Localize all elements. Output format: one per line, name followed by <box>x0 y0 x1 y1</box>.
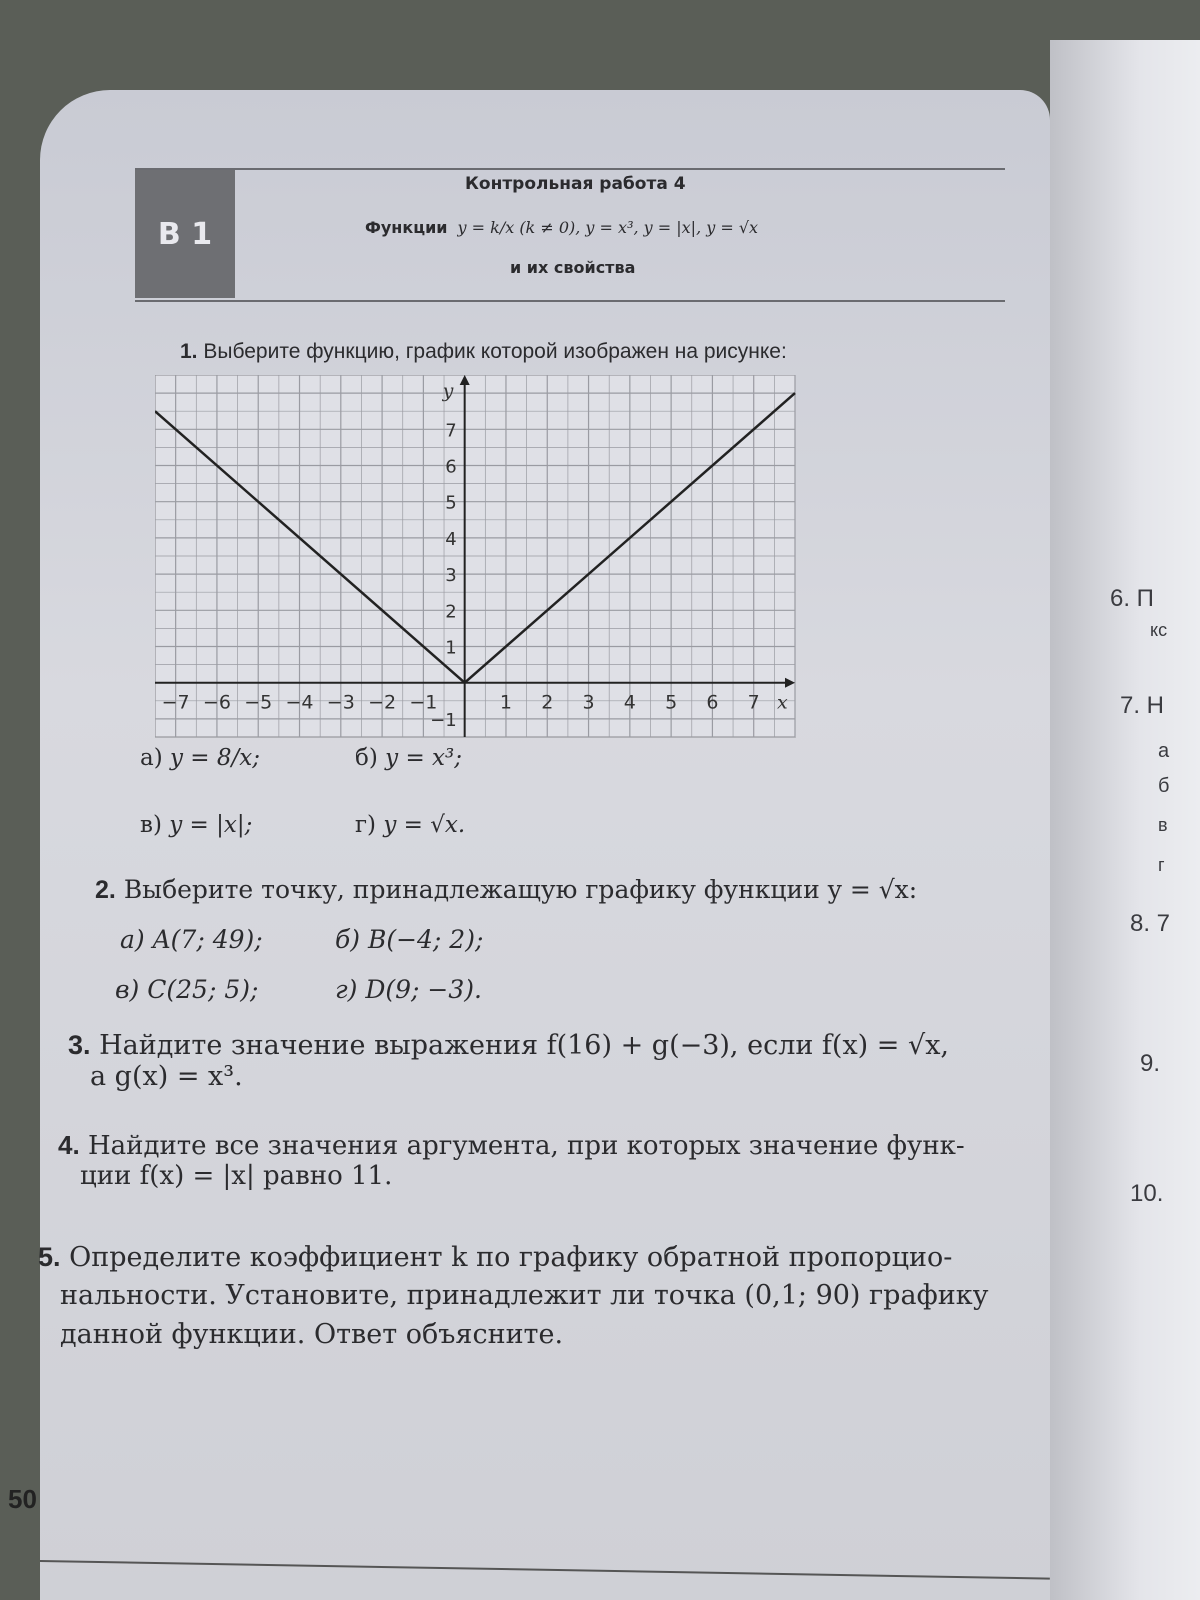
task-number: 1. <box>180 340 198 363</box>
task-number: 5. <box>38 1242 61 1272</box>
test-subtitle: и их свойства <box>510 258 636 277</box>
task2-option-b[interactable]: б) B(−4; 2); <box>335 925 484 954</box>
task-text-line3: данной функции. Ответ объясните. <box>60 1318 564 1350</box>
x-tick-label: −5 <box>244 691 273 714</box>
functions-label: Функции <box>365 218 448 237</box>
x-tick-label: −1 <box>409 691 438 714</box>
task-number: 3. <box>68 1030 91 1060</box>
x-tick-label: −2 <box>368 691 397 714</box>
task2-option-a[interactable]: а) A(7; 49); <box>120 925 263 954</box>
task2-option-v[interactable]: в) C(25; 5); <box>115 975 259 1004</box>
footer-line <box>40 1560 1050 1580</box>
next-page <box>1050 40 1200 1600</box>
side-task-7: 7. Н <box>1120 692 1165 719</box>
y-tick-label: 4 <box>445 528 457 550</box>
task-text-line2: ции f(x) = |x| равно 11. <box>80 1161 393 1191</box>
task-1 <box>180 340 787 364</box>
option-label: в) <box>140 812 162 838</box>
task-5 <box>38 1238 988 1354</box>
option-label: б) <box>355 745 378 771</box>
option-value: y = |x|; <box>169 812 253 838</box>
option-label: а) <box>140 745 163 771</box>
page-number: 50 <box>8 1484 37 1514</box>
y-tick-label: 1 <box>445 637 457 659</box>
y-tick-label: −1 <box>430 709 457 731</box>
x-tick-label: −3 <box>326 691 355 714</box>
y-tick-label: 7 <box>445 420 457 442</box>
option-value: y = √x. <box>383 812 466 838</box>
task-number: 2. <box>95 876 116 904</box>
option-value: y = 8/x; <box>170 745 260 771</box>
x-tick-label: −7 <box>161 691 190 714</box>
task1-option-g[interactable] <box>355 812 465 838</box>
task-text-line2: нальности. Установите, принадлежит ли точка (0,1; 90) графику <box>60 1280 989 1312</box>
x-axis-label: x <box>777 691 788 714</box>
x-tick-label: 4 <box>623 691 636 714</box>
side-letter: а <box>1158 740 1170 762</box>
side-task-10: 10. <box>1130 1180 1164 1207</box>
test-header <box>135 168 1005 302</box>
task1-option-v[interactable] <box>140 812 252 838</box>
x-tick-label: 5 <box>665 691 678 714</box>
task-2 <box>95 875 917 905</box>
functions-formula: y = k/x (k ≠ 0), y = x³, y = |x|, y = √x <box>457 218 759 237</box>
side-letter: г <box>1158 855 1165 875</box>
x-tick-label: 7 <box>747 691 760 714</box>
y-tick-label: 5 <box>445 492 457 514</box>
task-text: Выберите точку, принадлежащую графику функции y = √x: <box>123 875 918 904</box>
task1-option-b[interactable] <box>355 745 462 771</box>
task1-option-a[interactable] <box>140 745 260 771</box>
function-graph <box>155 375 805 745</box>
task-text: Определите коэффициент k по графику обратной пропорцио- <box>69 1242 953 1273</box>
x-tick-label: 6 <box>706 691 719 714</box>
x-tick-label: 2 <box>541 691 554 714</box>
x-tick-label: 3 <box>582 691 595 714</box>
y-tick-label: 2 <box>445 601 457 623</box>
y-tick-label: 3 <box>445 565 457 587</box>
side-letter: б <box>1158 775 1170 797</box>
test-title: Контрольная работа 4 <box>465 174 686 194</box>
task-text: Найдите значение выражения f(16) + g(−3), если f(x) = √x, <box>99 1030 950 1061</box>
task-4 <box>58 1130 965 1191</box>
side-letter: кс <box>1150 620 1168 640</box>
test-functions <box>365 218 758 237</box>
workbook-page <box>40 90 1050 1600</box>
task-text: Выберите функцию, график которой изображен на рисунке: <box>203 340 787 363</box>
x-tick-label: −4 <box>285 691 314 714</box>
option-value: y = x³; <box>385 745 462 771</box>
side-task-8: 8. 7 <box>1130 910 1171 937</box>
side-letter: в <box>1158 815 1168 835</box>
y-tick-label: 6 <box>445 456 457 478</box>
x-tick-label: 1 <box>499 691 513 714</box>
task-number: 4. <box>58 1130 80 1160</box>
task2-option-g[interactable]: г) D(9; −3). <box>335 975 482 1004</box>
task-3 <box>68 1030 949 1092</box>
option-label: г) <box>355 812 377 838</box>
task-text: Найдите все значения аргумента, при которых значение функ- <box>87 1131 965 1161</box>
variant-badge: В 1 <box>135 170 235 298</box>
side-task-9: 9. <box>1140 1050 1161 1077</box>
x-tick-label: −6 <box>202 691 231 714</box>
side-task-6: 6. П <box>1110 585 1154 612</box>
task-text-line2: а g(x) = x³. <box>90 1061 243 1092</box>
y-axis-label: y <box>442 380 454 402</box>
